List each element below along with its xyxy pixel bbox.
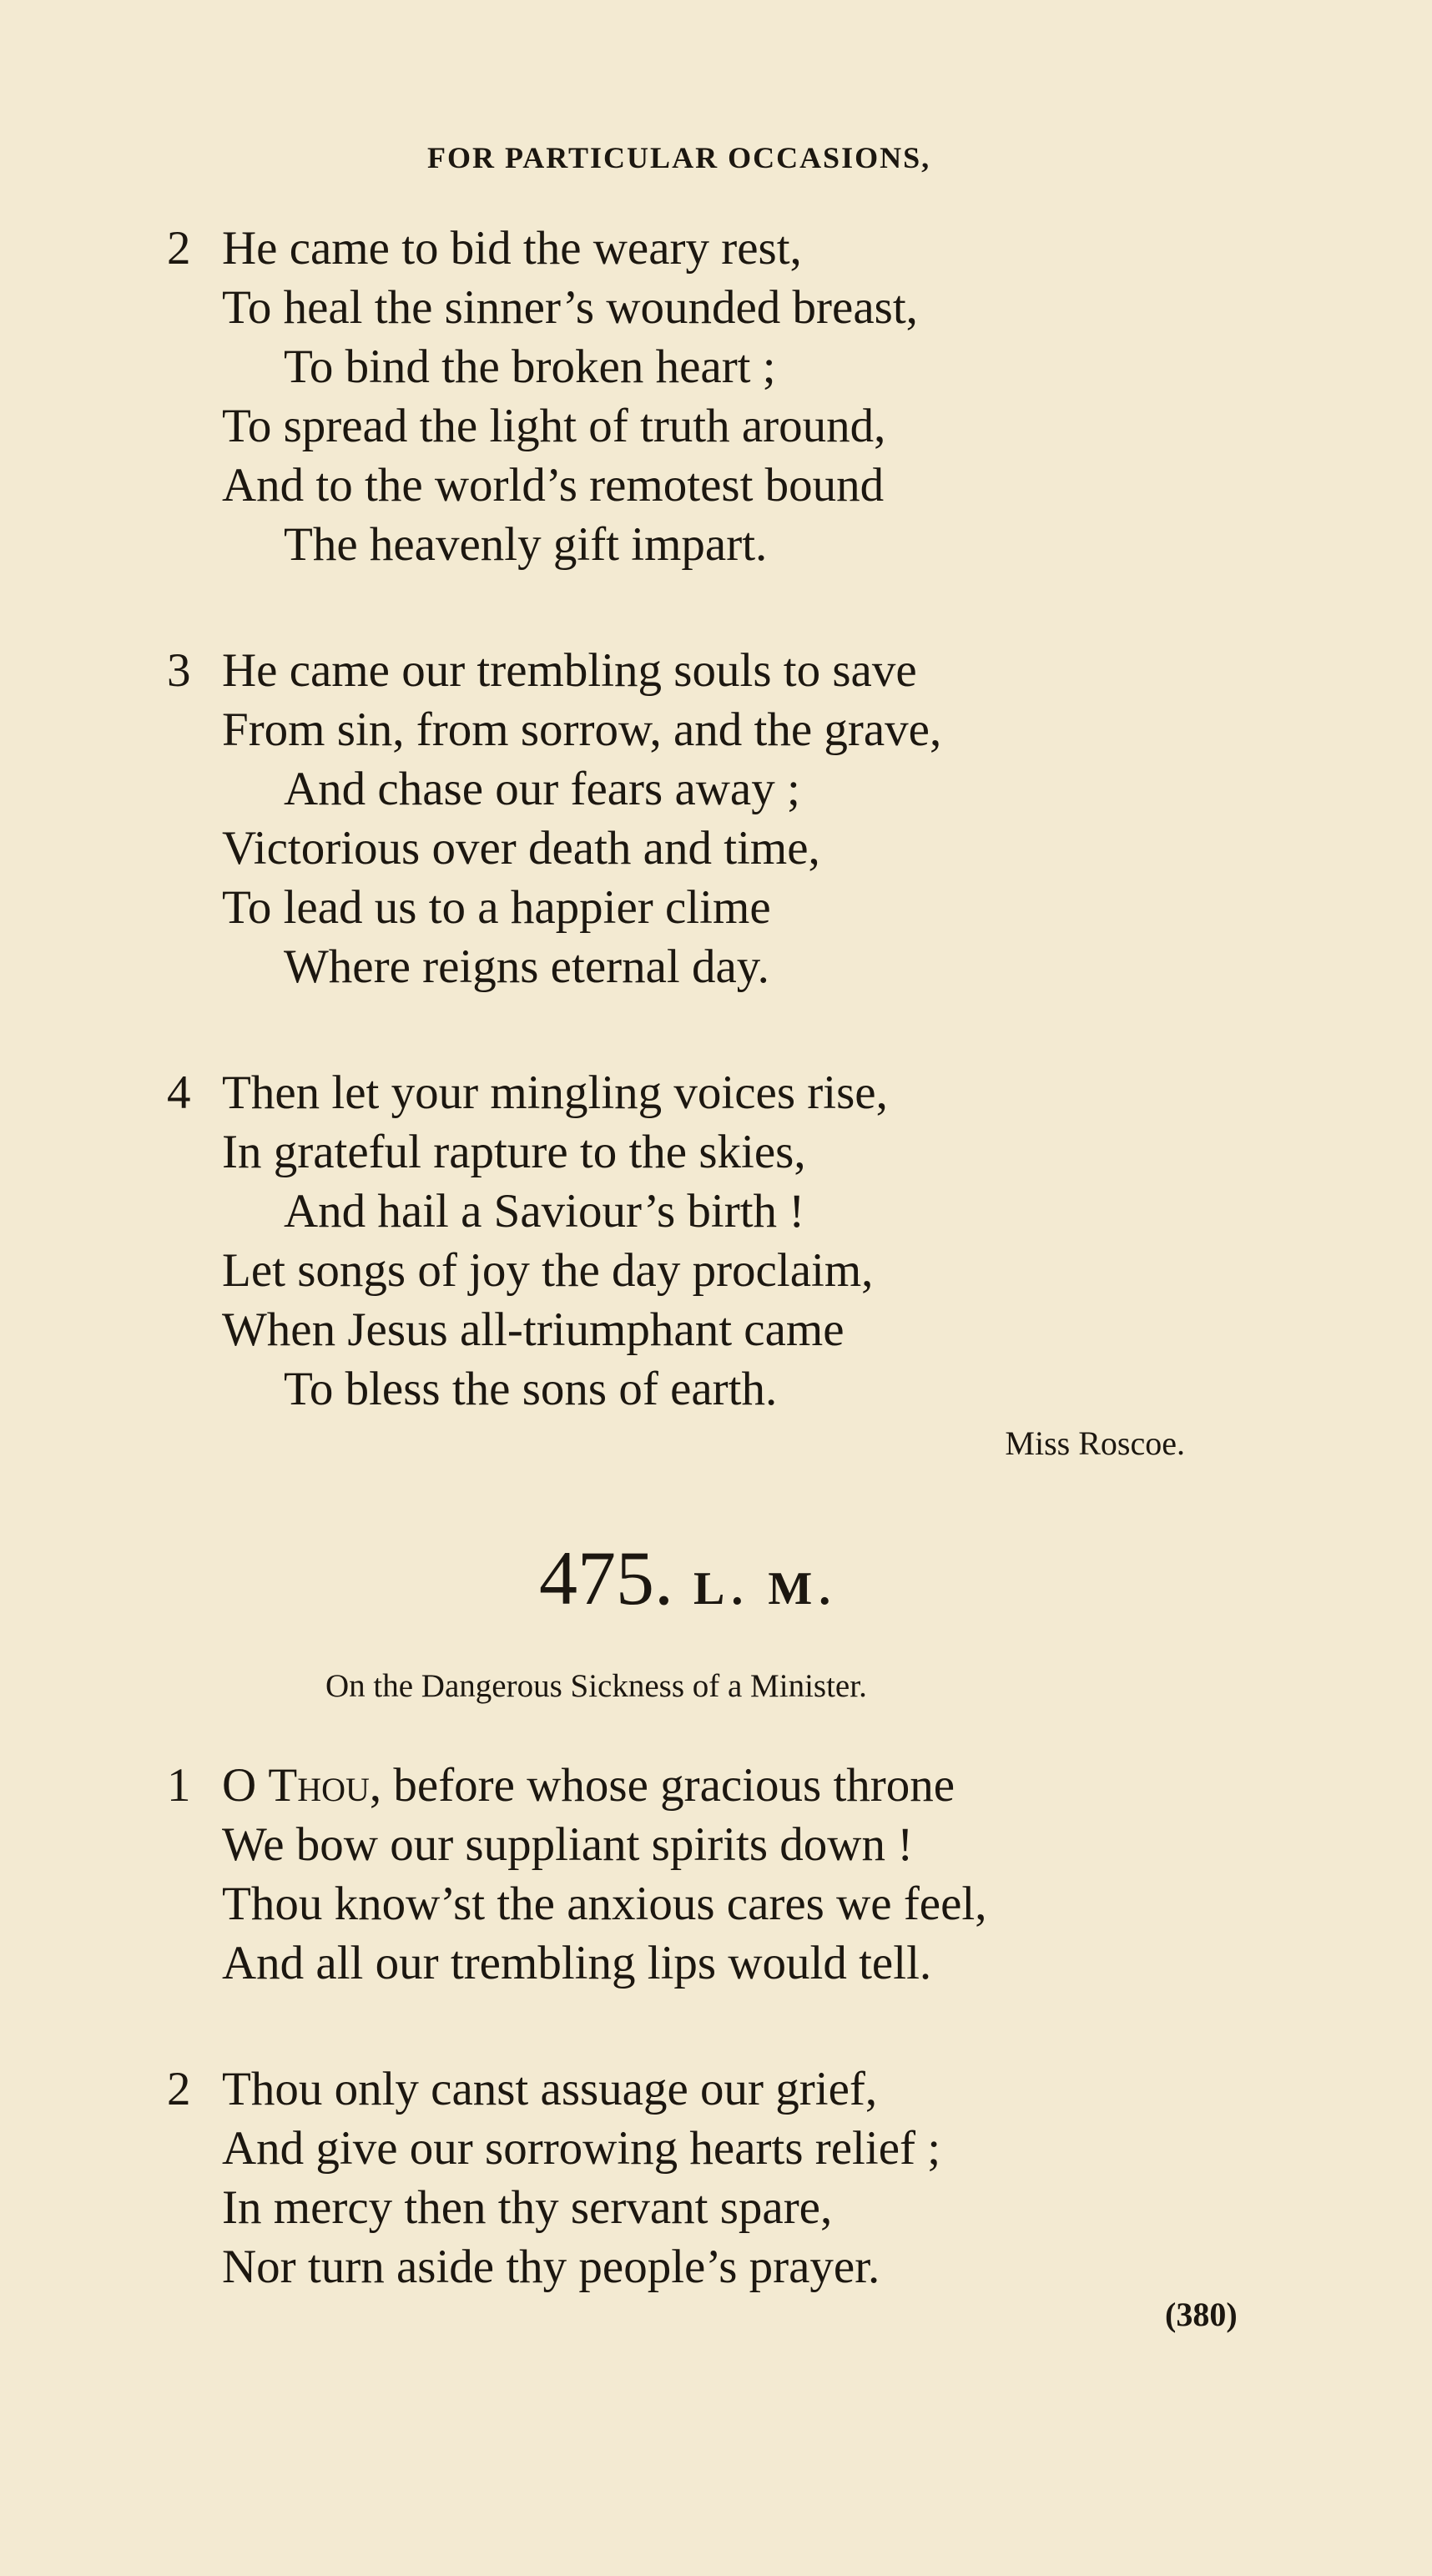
verse-line: And give our sorrowing hearts relief ; (222, 2122, 941, 2175)
verse-line: In mercy then thy servant spare, (222, 2181, 833, 2234)
hymn-subtitle: On the Dangerous Sickness of a Minister. (325, 1668, 867, 1704)
verse-line: In grateful rapture to the skies, (222, 1126, 806, 1178)
page-number: (380) (1165, 2296, 1238, 2333)
verse-smallcaps-word: Thou, (268, 1759, 382, 1812)
verse-line: To bind the broken heart ; (284, 340, 776, 393)
verse-line: And chase our fears away ; (284, 763, 800, 815)
verse-line: The heavenly gift impart. (284, 518, 768, 571)
verse-line: Where reigns eternal day. (284, 940, 769, 993)
verse-number: 3 (167, 644, 191, 697)
verse-line: Let songs of joy the day proclaim, (222, 1244, 874, 1297)
verse-block (167, 1756, 1218, 1993)
verse-line: And to the world’s remotest bound (222, 459, 885, 512)
verse-number: 2 (167, 222, 191, 275)
verse-line: From sin, from sorrow, and the grave, (222, 703, 942, 756)
verse-line: Victorious over death and time, (222, 822, 820, 875)
verse-line: To heal the sinner’s wounded breast, (222, 281, 918, 334)
verse-number: 2 (167, 2063, 191, 2115)
verse-line: And all our trembling lips would tell. (222, 1937, 932, 1989)
verse-block (167, 2059, 1218, 2296)
verse-line: To spread the light of truth around, (222, 400, 886, 452)
verse-line: We bow our suppliant spirits down ! (222, 1818, 914, 1871)
verse-number: 4 (167, 1066, 191, 1119)
running-head: FOR PARTICULAR OCCASIONS, (427, 141, 931, 174)
verse-line: He came our trembling souls to save (222, 644, 917, 697)
verse-line: To lead us to a happier clime (222, 881, 771, 934)
verse-line-rest: before whose gracious throne (393, 1759, 956, 1812)
hymn-heading (539, 1534, 956, 1622)
verse-line: Nor turn aside thy people’s prayer. (222, 2241, 880, 2293)
verse-block (167, 1063, 1218, 1419)
verse-first-word: O (222, 1759, 257, 1812)
verse-block (167, 219, 1218, 574)
verse-line: And hail a Saviour’s birth ! (284, 1185, 805, 1238)
author-attribution: Miss Roscoe. (1005, 1424, 1185, 1462)
verse-line: Thou only canst assuage our grief, (222, 2063, 878, 2115)
verse-number: 1 (167, 1759, 191, 1812)
verse-block (167, 641, 1218, 996)
verse-line: When Jesus all-triumphant came (222, 1303, 845, 1356)
verse-line: Thou know’st the anxious cares we feel, (222, 1878, 987, 1930)
hymn-meter: L. M. (693, 1563, 838, 1615)
verse-line: Then let your mingling voices rise, (222, 1066, 888, 1119)
verse-line: He came to bid the weary rest, (222, 222, 802, 275)
verse-line (167, 1756, 1218, 1815)
verse-line: To bless the sons of earth. (284, 1363, 778, 1415)
hymn-number: 475. (539, 1535, 673, 1621)
